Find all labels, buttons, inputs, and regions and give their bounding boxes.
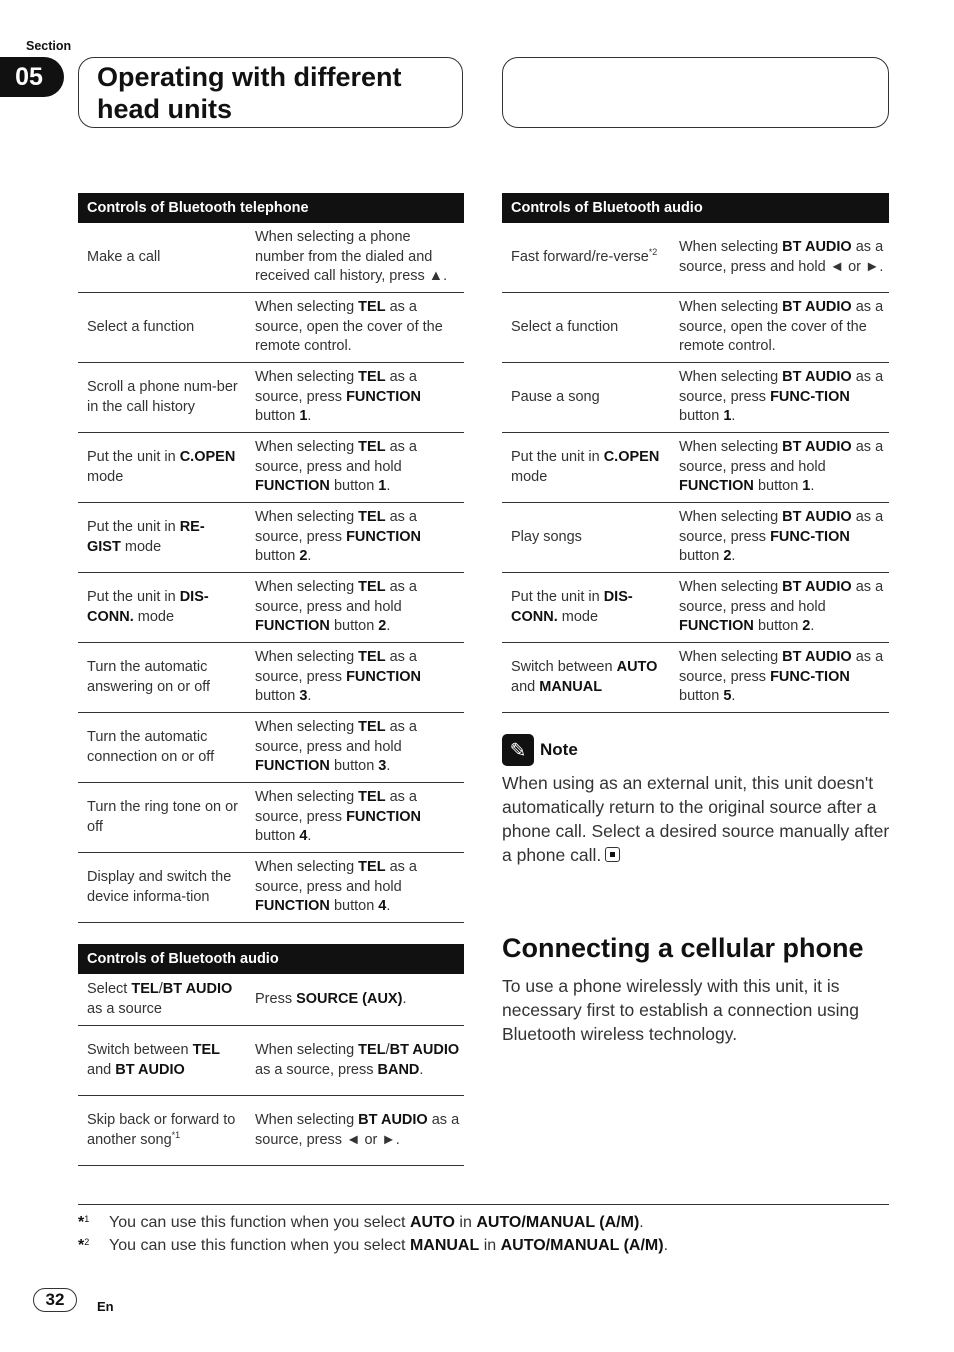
pencil-note-icon: ✎ — [502, 734, 534, 766]
table-row — [502, 643, 889, 713]
note-body — [502, 771, 892, 867]
control-action: Fast forward/re-verse$^{*2}$ — [511, 246, 658, 265]
table-row — [502, 223, 889, 293]
table-row — [78, 363, 464, 433]
control-instruction: When selecting TEL as a source, press and hold FUNCTION button 4. — [255, 859, 417, 915]
footnote-1 — [78, 1214, 644, 1232]
control-instruction: Press SOURCE (AUX). — [255, 990, 407, 1007]
footnote-divider — [78, 1204, 889, 1205]
table-row — [78, 853, 464, 923]
title-box — [78, 57, 463, 128]
table-rows — [78, 974, 464, 1166]
table-row — [78, 1026, 464, 1096]
header-empty-box — [502, 57, 889, 128]
table-row — [502, 503, 889, 573]
table-header: Controls of Bluetooth audio — [502, 193, 889, 223]
language-code: En — [97, 1299, 114, 1314]
control-instruction: When selecting TEL as a source, open the cover of the remote control. — [255, 299, 443, 355]
control-instruction: When selecting TEL as a source, press FUNCTION button 1. — [255, 369, 421, 425]
footnote-text: You can use this function when you select AUTO in AUTO/MANUAL (A/M). — [109, 1214, 644, 1231]
connecting-paragraph: To use a phone wirelessly with this unit, it is necessary first to establish a connection using Bluetooth wireless technology. — [502, 976, 859, 1044]
table-row — [78, 293, 464, 363]
control-action: Turn the ring tone on or off — [87, 799, 238, 835]
bluetooth-audio-table-right — [502, 193, 889, 713]
table-row — [502, 433, 889, 503]
control-instruction: When selecting TEL as a source, press FUNCTION button 3. — [255, 649, 421, 705]
table-row — [78, 783, 464, 853]
connecting-heading: Connecting a cellular phone — [502, 933, 864, 963]
table-row — [502, 293, 889, 363]
footnote-2 — [78, 1237, 668, 1255]
page-title-line-1: Operating with different — [97, 62, 402, 92]
table-rows — [78, 223, 464, 923]
control-action: Skip back or forward to another song$^{*1}$ — [87, 1112, 236, 1148]
control-action: Select a function — [87, 318, 195, 335]
control-action: Put the unit in RE-GIST mode — [87, 519, 205, 555]
control-action: Play songs — [511, 528, 582, 545]
page-title-line-2: head units — [97, 94, 233, 124]
note-heading — [502, 734, 578, 766]
page-number: 32 — [33, 1288, 77, 1312]
control-action: Put the unit in C.OPEN mode — [511, 449, 660, 485]
control-action: Select a function — [511, 318, 619, 335]
control-instruction: When selecting BT AUDIO as a source, press ◄ or ►. — [255, 1112, 460, 1148]
control-instruction: When selecting BT AUDIO as a source, press FUNC-TION button 1. — [679, 369, 884, 425]
note-text: When using as an external unit, this unit doesn't automatically return to the original source after a phone call. Select a desired source manually after a phone call. — [502, 773, 890, 865]
control-action: Put the unit in DIS-CONN. mode — [87, 589, 209, 625]
control-instruction: When selecting BT AUDIO as a source, press FUNC-TION button 2. — [679, 509, 884, 565]
control-instruction: When selecting BT AUDIO as a source, press FUNC-TION button 5. — [679, 649, 884, 705]
control-action: Put the unit in DIS-CONN. mode — [511, 589, 633, 625]
note-title: Note — [540, 740, 578, 759]
table-row — [78, 1096, 464, 1166]
control-instruction: When selecting BT AUDIO as a source, open the cover of the remote control. — [679, 299, 884, 355]
page-title — [97, 61, 444, 125]
table-header: Controls of Bluetooth telephone — [78, 193, 464, 223]
table-row — [78, 643, 464, 713]
section-label: Section — [26, 39, 72, 53]
table-row — [78, 503, 464, 573]
table-header: Controls of Bluetooth audio — [78, 944, 464, 974]
control-action: Put the unit in C.OPEN mode — [87, 449, 236, 485]
control-action: Select TEL/BT AUDIO as a source — [87, 981, 233, 1017]
control-action: Scroll a phone num-ber in the call history — [87, 379, 238, 415]
section-number-badge: 05 — [0, 57, 64, 97]
control-action: Make a call — [87, 248, 161, 265]
control-instruction: When selecting TEL as a source, press and hold FUNCTION button 1. — [255, 439, 417, 495]
table-row — [502, 363, 889, 433]
control-instruction: When selecting TEL as a source, press FUNCTION button 2. — [255, 509, 421, 565]
table-rows — [502, 223, 889, 713]
control-instruction: When selecting TEL as a source, press and hold FUNCTION button 3. — [255, 719, 417, 775]
control-instruction: When selecting a phone number from the dialed and received call history, press ▲. — [255, 229, 448, 285]
control-action: Turn the automatic answering on or off — [87, 659, 211, 695]
end-mark-icon — [605, 847, 620, 862]
control-instruction: When selecting BT AUDIO as a source, press and hold FUNCTION button 2. — [679, 579, 884, 635]
table-row — [78, 974, 464, 1026]
bluetooth-telephone-table — [78, 193, 464, 923]
footnote-marker: *$^1$ — [78, 1214, 90, 1231]
table-row — [78, 433, 464, 503]
control-action: Turn the automatic connection on or off — [87, 729, 215, 765]
control-action: Switch between TEL and BT AUDIO — [87, 1042, 220, 1078]
control-action: Pause a song — [511, 388, 600, 405]
table-row — [502, 573, 889, 643]
table-row — [78, 573, 464, 643]
control-instruction: When selecting BT AUDIO as a source, press and hold ◄ or ►. — [679, 239, 884, 275]
bluetooth-audio-table-left — [78, 944, 464, 1166]
table-row — [78, 223, 464, 293]
control-instruction: When selecting TEL as a source, press FUNCTION button 4. — [255, 789, 421, 845]
control-instruction: When selecting TEL as a source, press and hold FUNCTION button 2. — [255, 579, 417, 635]
table-row — [78, 713, 464, 783]
control-action: Switch between AUTO and MANUAL — [511, 659, 658, 695]
control-instruction: When selecting BT AUDIO as a source, press and hold FUNCTION button 1. — [679, 439, 884, 495]
footnote-marker: *$^2$ — [78, 1237, 90, 1254]
control-instruction: When selecting TEL/BT AUDIO as a source, press BAND. — [255, 1042, 460, 1078]
footnote-text: You can use this function when you select MANUAL in AUTO/MANUAL (A/M). — [109, 1237, 669, 1254]
control-action: Display and switch the device informa-tion — [87, 869, 232, 905]
